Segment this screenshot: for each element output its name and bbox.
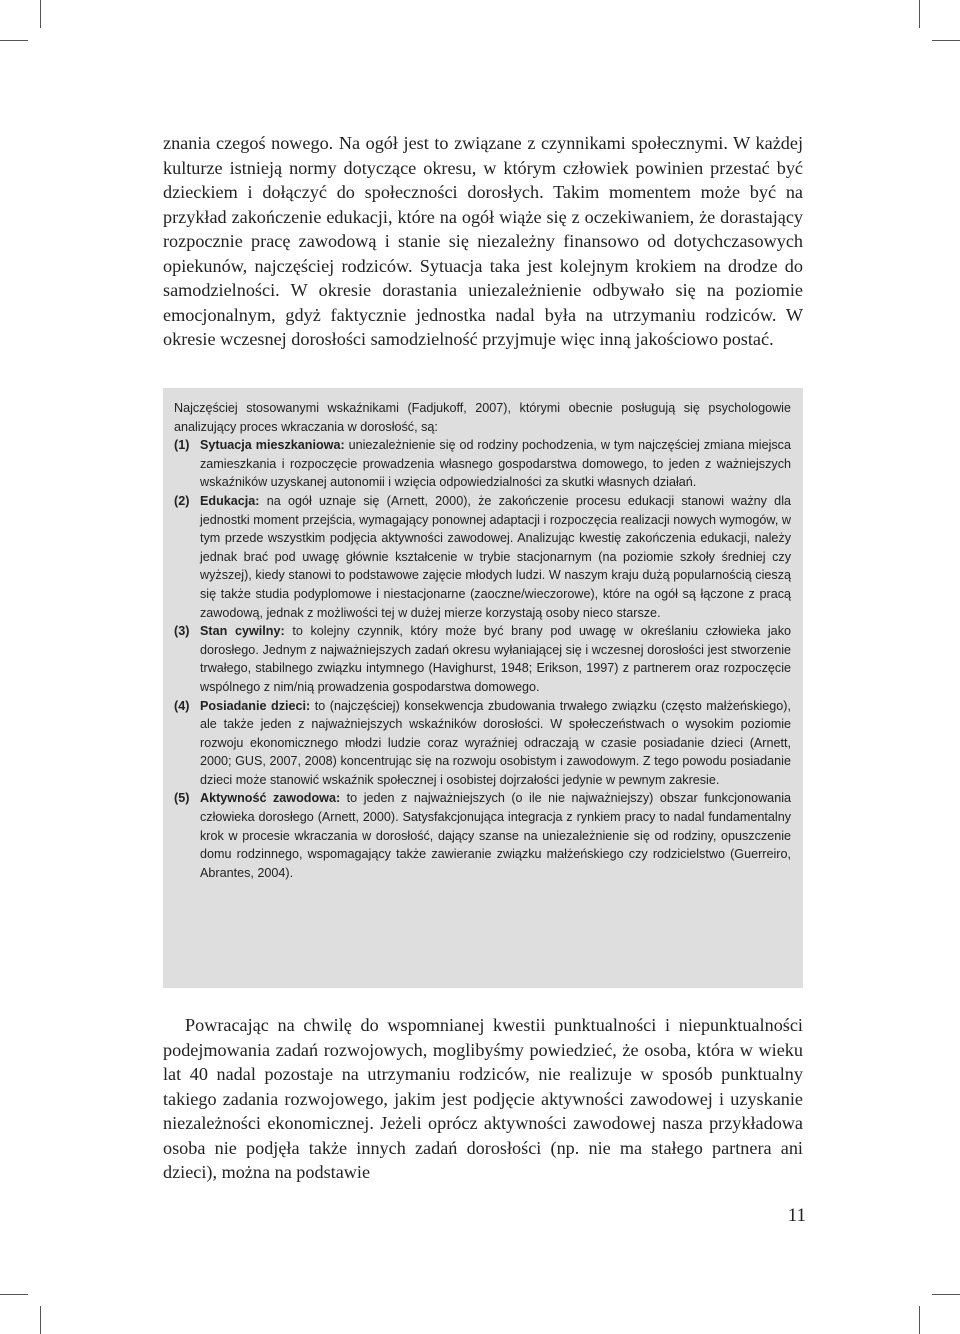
indicator-text: to kolejny czynnik, który może być brany pod uwagę w określaniu człowieka jako dorosłego. Jednym z najważniejszych zadań okresu wyłaniającej się i wczesnej dorosłości jest stworzenie trwałego, stabilnego związku intymnego (Havighurst, 1948; Erikson, 1997) z partnerem oraz rozpoczęcie wspólnego z nim/nią prowadzenia gospodarstwa domowego. [200,624,791,694]
indicator-term: Aktywność zawodowa: [200,791,341,806]
indicator-item [174,697,791,790]
crop-mark-top-right-vertical [919,0,920,28]
crop-mark-top-right-horizontal [932,40,960,41]
indicators-box [163,388,803,988]
indicator-text: to (najczęściej) konsekwencja zbudowania trwałego związku (często małżeńskiego), ale także jeden z najważniejszych wskaźników dorosłości. W społeczeństwach o wysokim poziomie rozwoju ekonomicznego młodzi ludzie coraz wyraźniej odraczają w czasie posiadanie dzieci (Arnett, 2000; GUS, 2007, 2008) koncentrując się na rozwoju osobistym i zawodowym. Z tego powodu posiadanie dzieci może stanowić wskaźnik społecznej i osobistej dojrzałości jedynie w pewnym zakresie. [200,698,791,787]
indicators-list [174,436,791,882]
crop-mark-bottom-left-vertical [40,1306,41,1334]
page-number: 11 [787,1205,806,1226]
indicator-number: (2) [174,493,190,508]
indicator-item [174,492,791,622]
crop-mark-top-left-vertical [40,0,41,28]
indicator-term: Edukacja: [200,493,260,508]
indicator-item [174,622,791,696]
indicator-text: to jeden z najważniejszych (o ile nie najważniejszy) obszar funkcjonowania człowieka dorosłego (Arnett, 2000). Satysfakcjonująca integracja z rynkiem pracy to nadal fundamentalny krok w procesie wkraczania w dorosłość, dający szanse na uniezależnienie się od rodziny, opuszczenie domu rodzinnego, wspomagający także zawieranie związku małżeńskiego czy rodzicielstwo (Guerreiro, Abrantes, 2004). [200,791,791,880]
indicator-number: (4) [174,698,190,713]
indicator-term: Stan cywilny: [200,624,285,639]
indicator-item [174,789,791,882]
body-paragraph-bottom: Powracając na chwilę do wspomnianej kwestii punktualności i niepunktualności podejmowania zadań rozwojowych, moglibyśmy powiedzieć, że osoba, która w wieku lat 40 nadal pozostaje na utrzymaniu rodziców, nie realizuje w sposób punktualny takiego zadania rozwojowego, jakim jest podjęcie aktywności zawodowej i uzyskanie niezależności ekonomicznej. Jeżeli oprócz aktywności zawodowej nasza przykładowa osoba nie podjęła także innych zadań dorosłości (np. nie ma stałego partnera ani dzieci), można na podstawie [163,1015,803,1182]
crop-mark-bottom-left-horizontal [0,1294,28,1295]
body-paragraph-top: znania czegoś nowego. Na ogół jest to związane z czynnikami społecznymi. W każdej kulturze istnieją normy dotyczące okresu, w którym człowiek powinien przestać być dzieckiem i dołączyć do społeczności dorosłych. Takim momentem może być na przykład zakończenie edukacji, które na ogół wiąże się z oczekiwaniem, że dorastający rozpocznie pracę zawodową i stanie się niezależny finansowo od dotychczasowych opiekunów, najczęściej rodziców. Sytuacja taka jest kolejnym krokiem na drodze do samodzielności. W okresie dorastania uniezależnienie odbywało się na poziomie emocjonalnym, gdyż faktycznie jednostka nadal była na utrzymaniu rodziców. W okresie wczesnej dorosłości samodzielność przyjmuje więc inną jakościowo postać. [163,133,803,349]
crop-mark-bottom-right-horizontal [932,1294,960,1295]
indicator-term: Posiadanie dzieci: [200,698,311,713]
crop-mark-bottom-right-vertical [919,1306,920,1334]
indicator-number: (3) [174,624,190,639]
indicators-intro: Najczęściej stosowanymi wskaźnikami (Fadjukoff, 2007), którymi obecnie posługują się psychologowie analizujący proces wkraczania w dorosłość, są: [174,401,791,434]
crop-mark-top-left-horizontal [0,40,28,41]
indicator-text: uniezależnienie się od rodziny pochodzenia, w tym najczęściej zmiana miejsca zamieszkania i rozpoczęcie prowadzenia własnego gospodarstwa domowego, to jeden z ważniejszych wskaźników uzyskanej autonomii i wzięcia odpowiedzialności za skutki własnych działań. [200,438,791,490]
indicator-number: (5) [174,791,190,806]
indicator-term: Sytuacja mieszkaniowa: [200,438,345,453]
indicator-text: na ogół uznaje się (Arnett, 2000), że zakończenie procesu edukacji stanowi ważny dla jednostki moment przejścia, wymagający ponownej adaptacji i rozpoczęcia realizacji nowych wymogów, w tym przede wszystkim podjęcia aktywności zawodowej. Analizując kwestię zakończenia edukacji, należy jednak brać pod uwagę głównie kształcenie w trybie stacjonarnym (na poziomie szkoły średniej czy wyższej), kiedy stanowi to podstawowe zajęcie młodych ludzi. W naszym kraju dużą popularnością cieszą się także studia podyplomowe i niestacjonarne (zaoczne/wieczorowe), które na ogół są łączone z pracą zawodową, jednak z możliwości tej w dużej mierze korzystają osoby nieco starsze. [200,493,791,620]
indicator-item [174,436,791,492]
indicator-number: (1) [174,438,190,453]
